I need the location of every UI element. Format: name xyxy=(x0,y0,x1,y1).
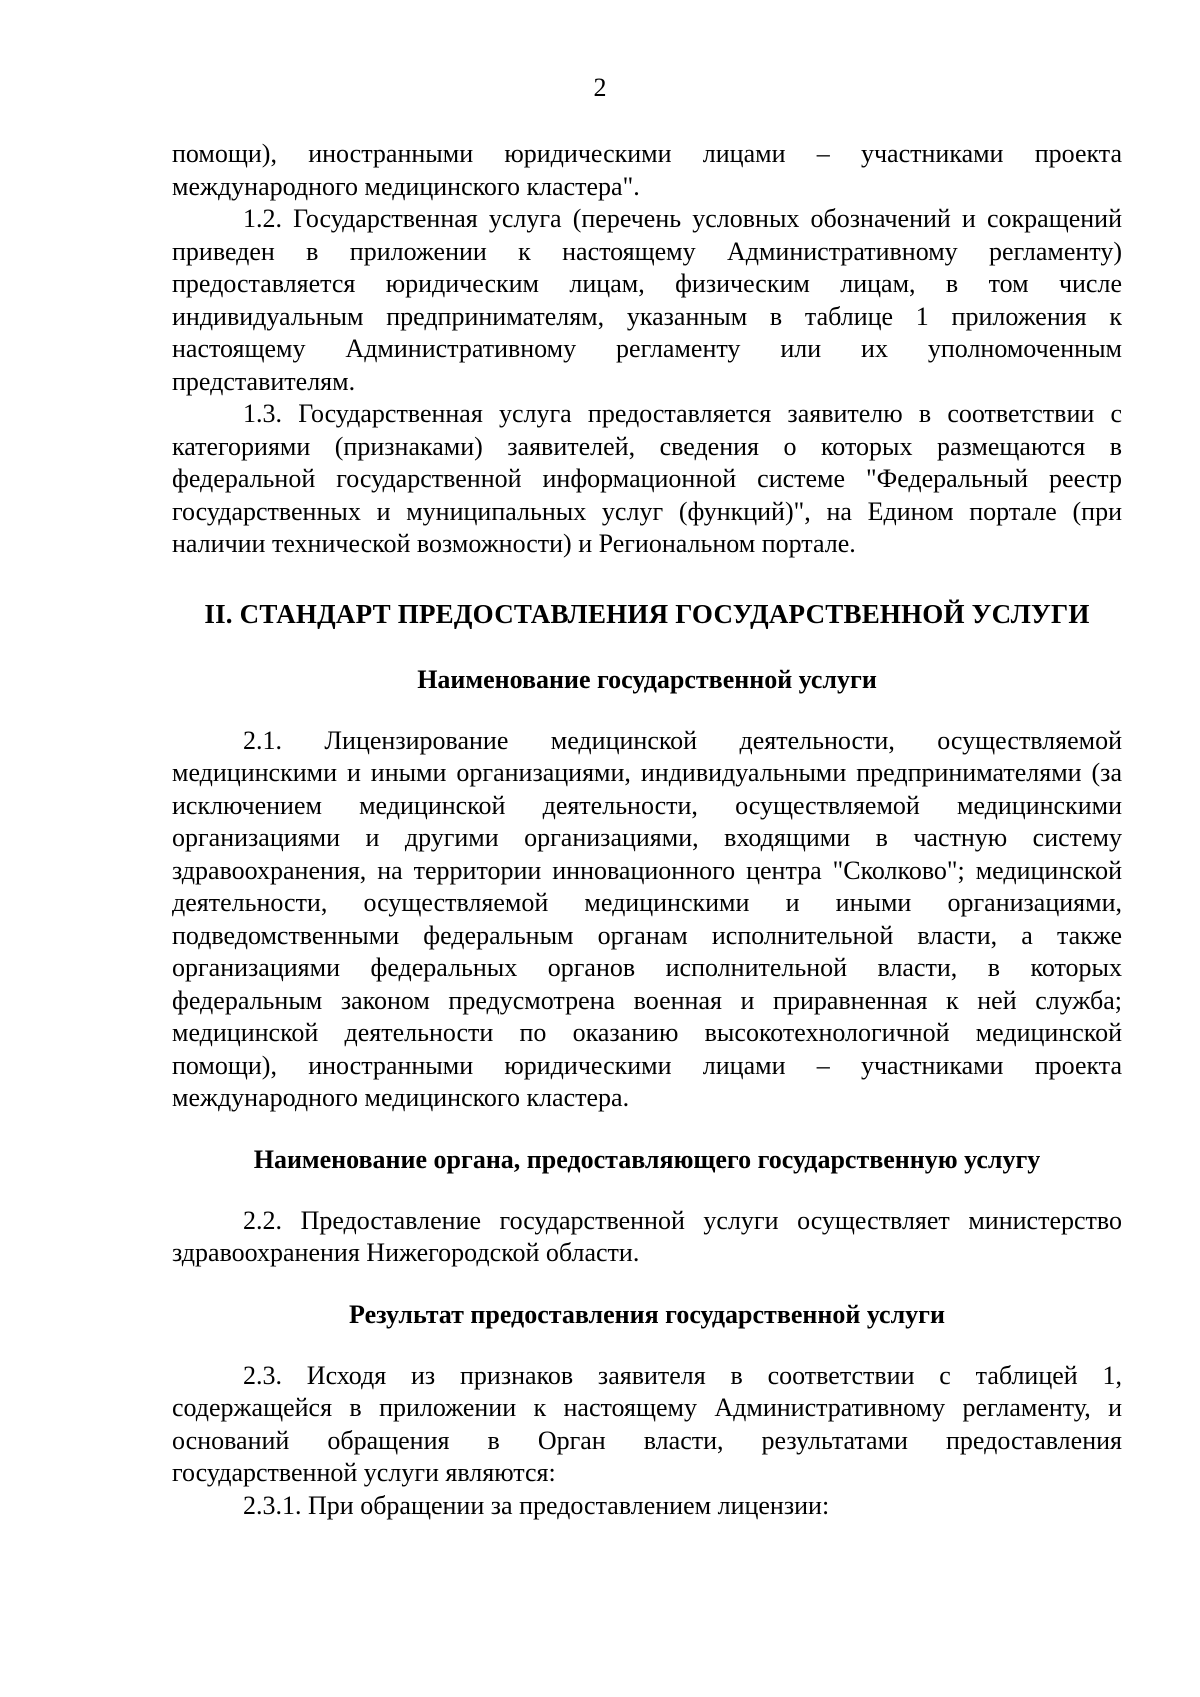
heading-service-name: Наименование государственной услуги xyxy=(417,664,877,694)
paragraph-1-3: 1.3. Государственная услуга предоставляется заявителю в соответствии с категориями (признаками) заявителей, сведения о которых размещаются в федеральной государственной информационной системе "Федеральный реестр государственных и муниципальных услуг (функций)", на Едином портале (при наличии технической возможности) и Региональном портале. xyxy=(172,399,1122,558)
paragraph-1-2: 1.2. Государственная услуга (перечень условных обозначений и сокращений приведен в приложении к настоящему Административному регламенту) предоставляется юридическим лицам, физическим лицам, в том числе индивидуальным предпринимателям, указанным в таблице 1 приложения к настоящему Административному регламенту или их уполномоченным представителям. xyxy=(172,204,1122,396)
paragraph-2-1: 2.1. Лицензирование медицинской деятельности, осуществляемой медицинскими и иными организациями, индивидуальными предпринимателями (за исключением медицинской деятельности, осуществляемой медицинскими организациями и другими организациями, входящими в частную систему здравоохранения, на территории инновационного центра "Сколково"; медицинской деятельности, осуществляемой медицинскими и иными организациями, подведомственными федеральным органам исполнительной власти, а также организациями федеральных органов исполнительной власти, в которых федеральным законом предусмотрена военная и приравненная к ней служба; медицинской деятельности по оказанию высокотехнологичной медицинской помощи), иностранными юридическими лицами – участниками проекта международного медицинского кластера. xyxy=(172,725,1122,1112)
section-title: II. СТАНДАРТ ПРЕДОСТАВЛЕНИЯ ГОСУДАРСТВЕННОЙ УСЛУГИ xyxy=(204,598,1090,629)
paragraph-2-3-1: 2.3.1. При обращении за предоставлением лицензии: xyxy=(243,1490,830,1520)
document-body xyxy=(172,138,1122,1522)
heading-result: Результат предоставления государственной услуги xyxy=(349,1299,945,1329)
paragraph-continuation: помощи), иностранными юридическими лицами – участниками проекта международного медицинского кластера". xyxy=(172,139,1122,201)
heading-organ-name: Наименование органа, предоставляющего государственную услугу xyxy=(253,1144,1041,1174)
paragraph-2-2: 2.2. Предоставление государственной услуги осуществляет министерство здравоохранения Нижегородской области. xyxy=(172,1205,1122,1267)
paragraph-2-3: 2.3. Исходя из признаков заявителя в соответствии с таблицей 1, содержащейся в приложении к настоящему Административному регламенту, и оснований обращения в Орган власти, результатами предоставления государственной услуги являются: xyxy=(172,1360,1122,1487)
page-number: 2 xyxy=(593,73,607,102)
